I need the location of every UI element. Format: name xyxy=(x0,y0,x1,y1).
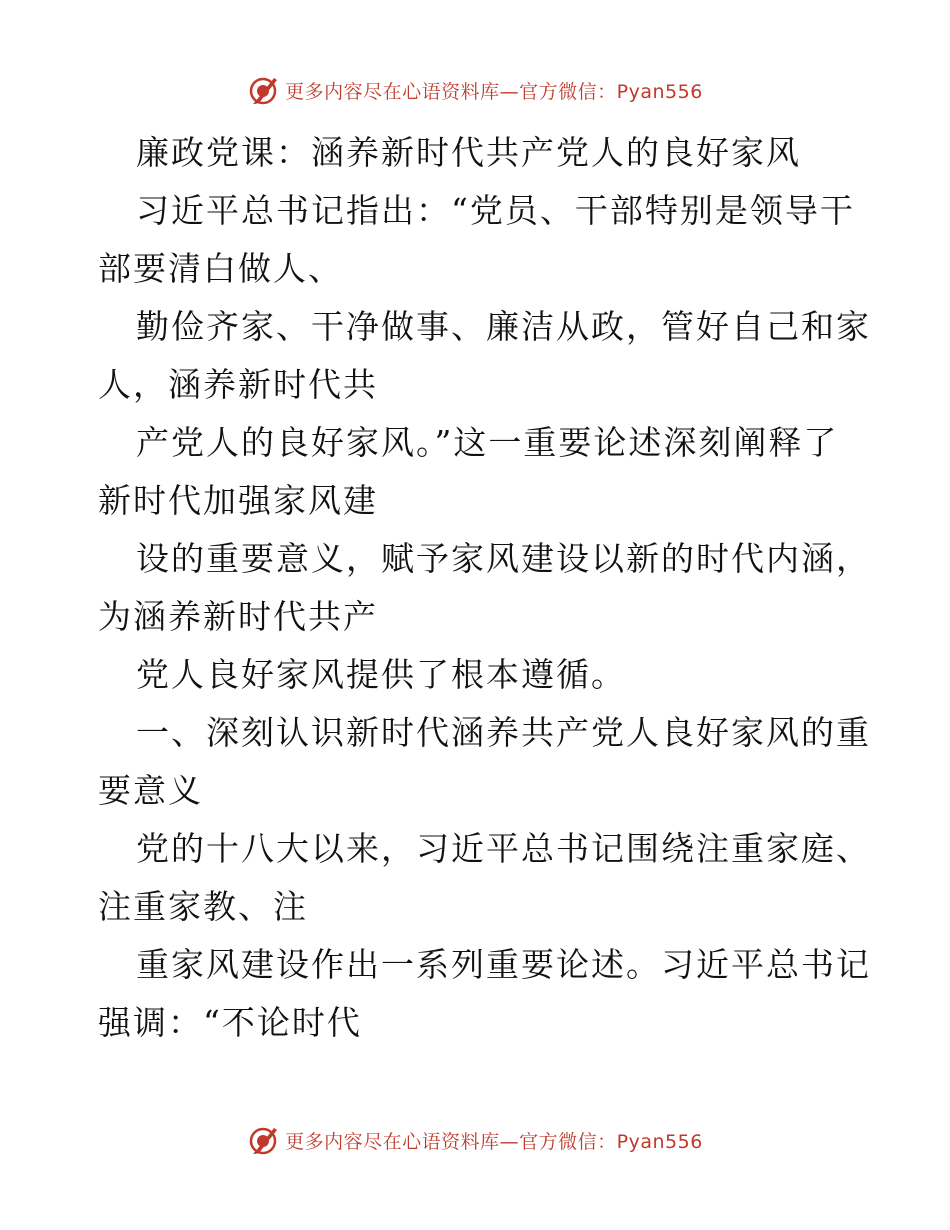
text-line: 廉政党课：涵养新时代共产党人的良好家风 xyxy=(136,133,801,172)
footer-watermark-banner xyxy=(0,1122,950,1158)
header-watermark-text: 更多内容尽在心语资料库—官方微信：Pyan556 xyxy=(285,80,703,103)
red-pen-logo-icon xyxy=(247,74,279,106)
text-line: 勤俭齐家、干净做事、廉洁从政，管好自己和家 xyxy=(136,307,871,346)
text-line: 党的十八大以来，习近平总书记围绕注重家庭、 xyxy=(136,829,871,868)
footer-watermark-text: 更多内容尽在心语资料库—官方微信：Pyan556 xyxy=(285,1130,703,1153)
document-body xyxy=(98,124,871,1052)
text-line: 人，涵养新时代共 xyxy=(98,365,378,404)
header-watermark-banner xyxy=(0,72,950,108)
text-line: 设的重要意义，赋予家风建设以新的时代内涵， xyxy=(136,539,871,578)
text-line: 一、深刻认识新时代涵养共产党人良好家风的重 xyxy=(136,713,871,752)
text-line: 产党人的良好家风。”这一重要论述深刻阐释了 xyxy=(136,423,839,462)
text-line: 为涵养新时代共产 xyxy=(98,597,378,636)
text-line: 注重家教、注 xyxy=(98,887,308,926)
text-line: 部要清白做人、 xyxy=(98,249,343,288)
text-line: 强调：“不论时代 xyxy=(98,1003,362,1042)
red-pen-logo-icon xyxy=(247,1124,279,1156)
text-line: 重家风建设作出一系列重要论述。习近平总书记 xyxy=(136,945,871,984)
text-line: 习近平总书记指出：“党员、干部特别是领导干 xyxy=(136,191,855,230)
text-line: 党人良好家风提供了根本遵循。 xyxy=(136,655,626,694)
text-line: 新时代加强家风建 xyxy=(98,481,378,520)
text-line: 要意义 xyxy=(98,771,203,810)
